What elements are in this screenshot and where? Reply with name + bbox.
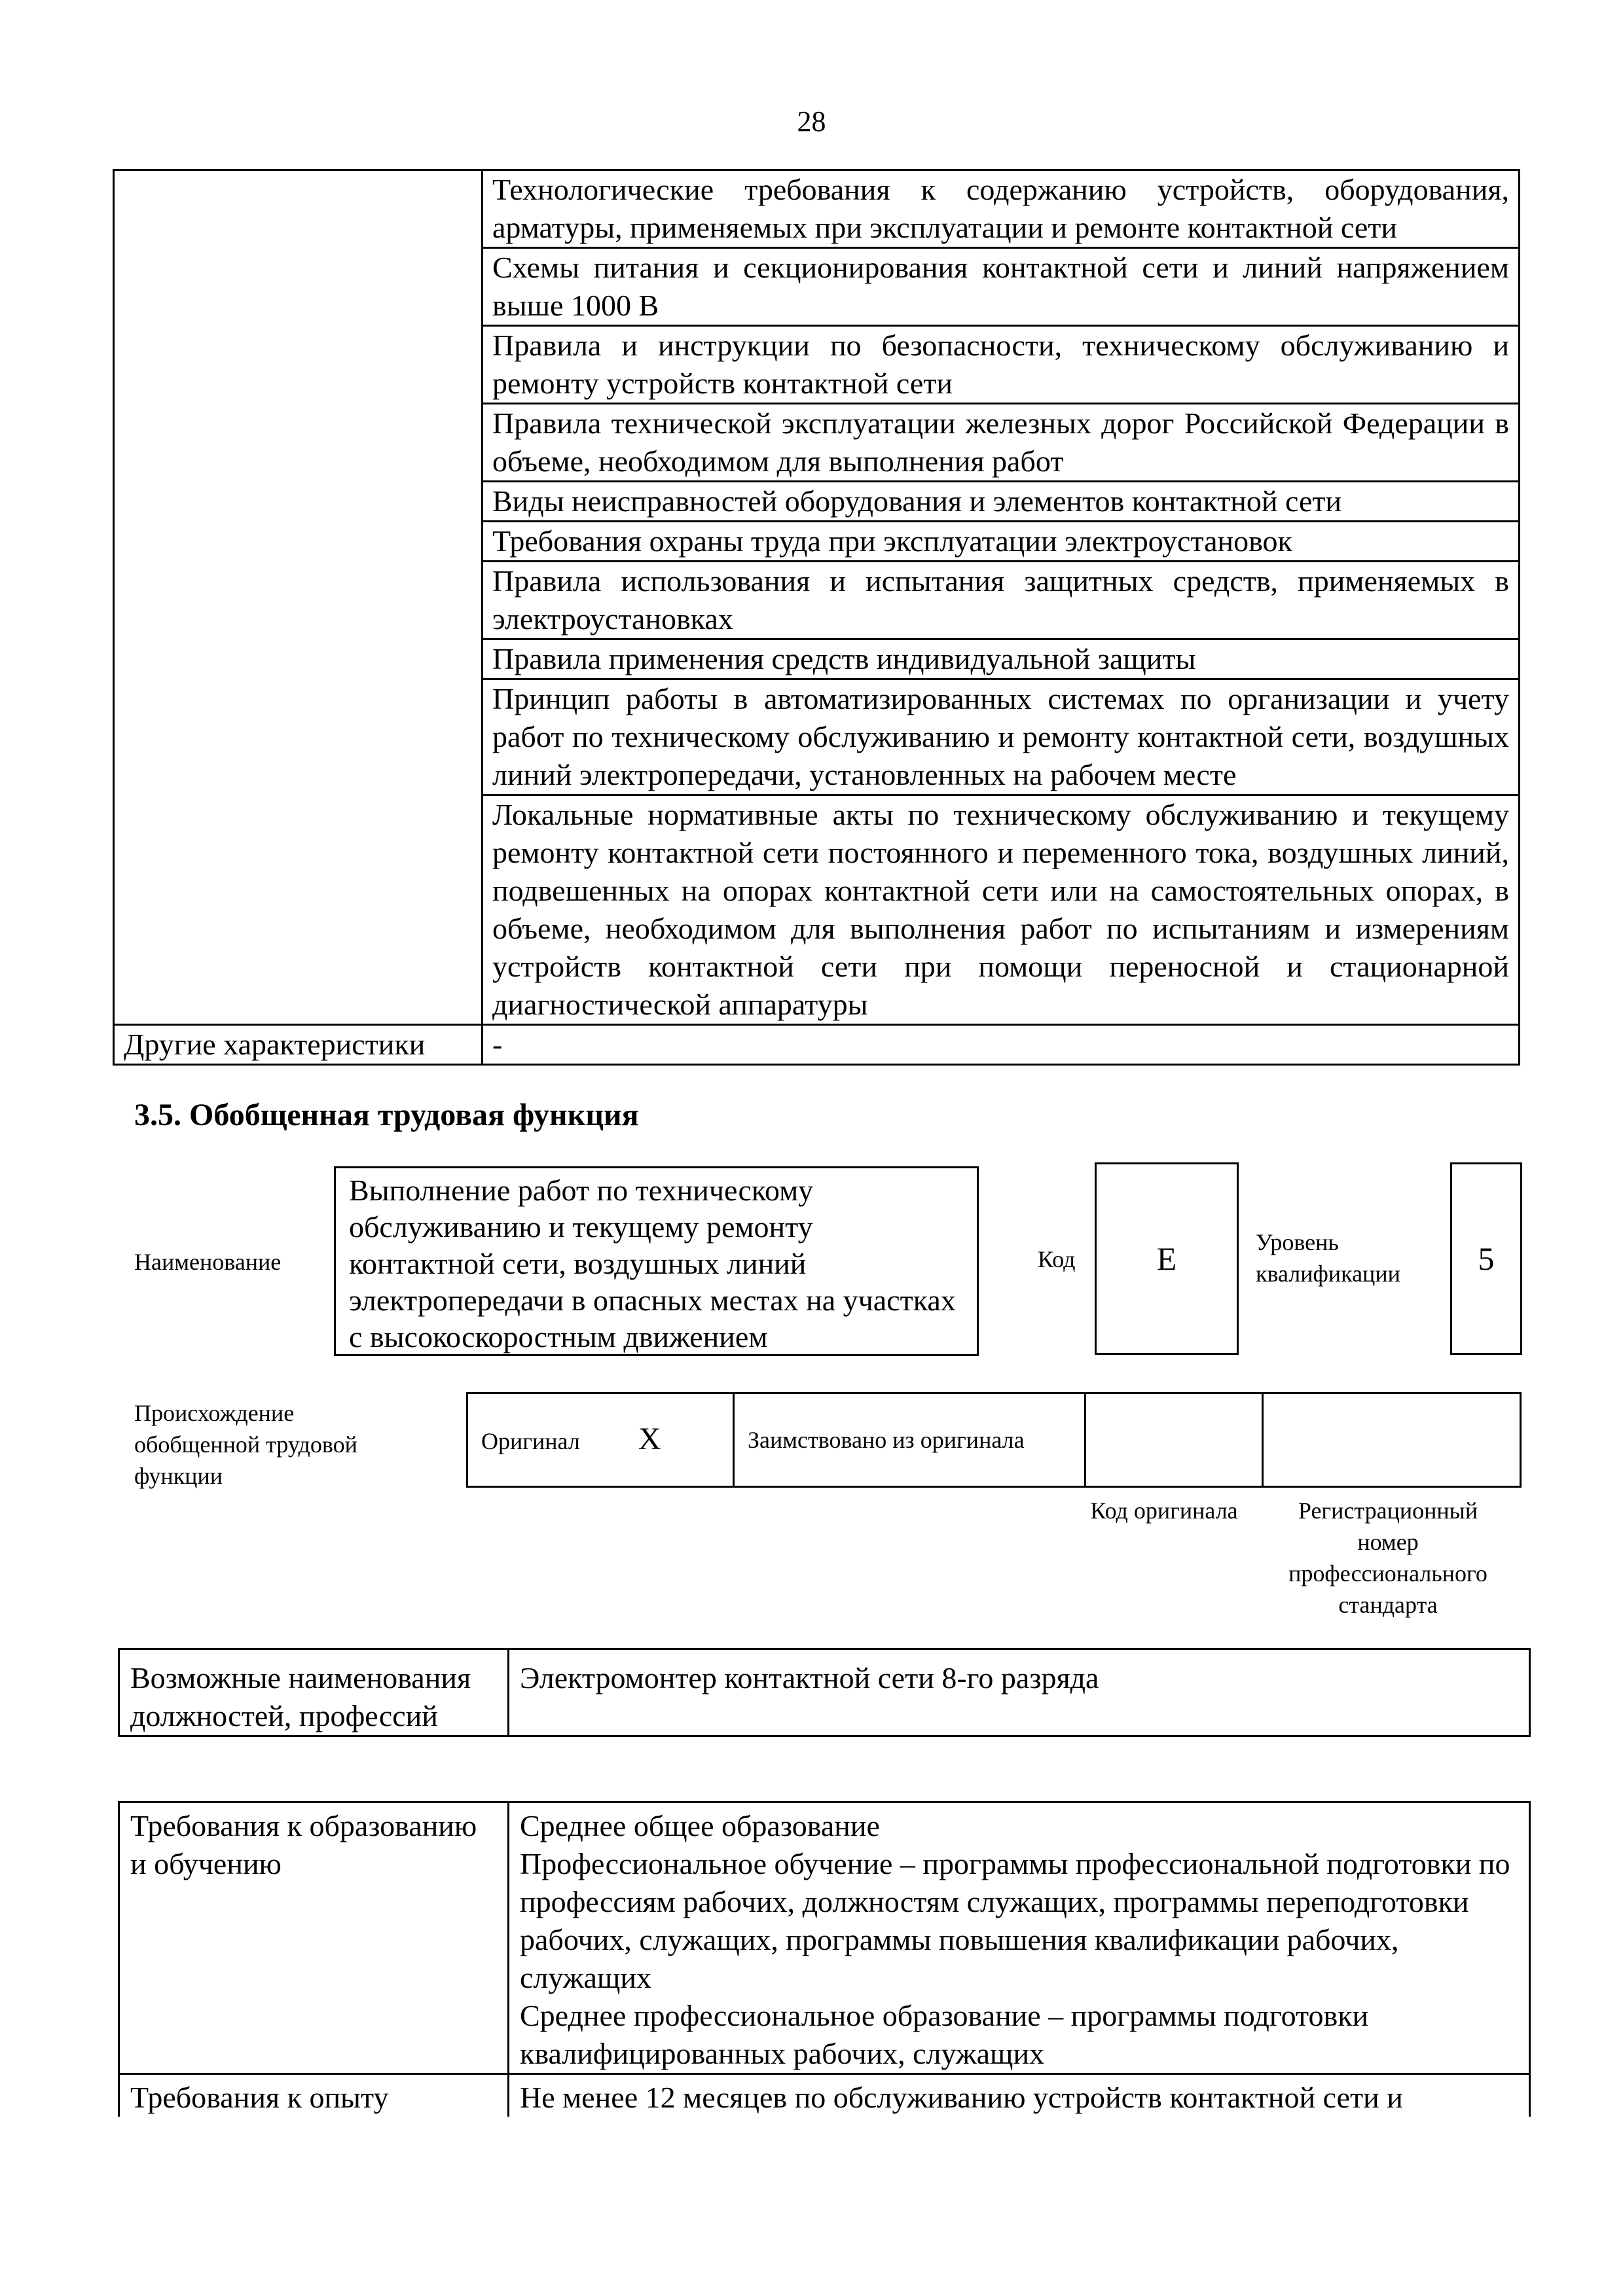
positions-table [118, 1648, 1531, 1737]
experience-label: Требования к опыту [119, 2074, 509, 2117]
table-row [467, 1393, 1521, 1487]
knowledge-item: Правила и инструкции по безопасности, техническому обслуживанию и ремонту устройств контактной сети [483, 326, 1520, 404]
original-code-cell [1085, 1393, 1263, 1487]
table-row [114, 170, 1520, 248]
knowledge-item: Правила технической эксплуатации железных дорог Российской Федерации в объеме, необходимом для выполнения работ [483, 404, 1520, 482]
code-caption: Код оригинала [1090, 1498, 1238, 1524]
education-line: Среднее общее образование [520, 1809, 880, 1842]
table-row [119, 2074, 1530, 2117]
section-title: 3.5. Обобщенная трудовая функция [134, 1098, 639, 1132]
origin-table [466, 1392, 1522, 1488]
knowledge-item: Схемы питания и секционирования контактной сети и линий напряжением выше 1000 В [483, 248, 1520, 326]
education-value [509, 1803, 1530, 2074]
positions-value: Электромонтер контактной сети 8-го разряда [509, 1649, 1530, 1736]
code-value-box: E [1095, 1162, 1239, 1355]
knowledge-item: Правила применения средств индивидуальной защиты [483, 639, 1520, 679]
knowledge-item: Технологические требования к содержанию устройств, оборудования, арматуры, применяемых при эксплуатации и ремонте контактной сети [483, 170, 1520, 248]
other-characteristics-label: Другие характеристики [114, 1025, 483, 1065]
knowledge-table [113, 169, 1520, 1066]
code-label: Код [1038, 1246, 1076, 1272]
origin-label: Происхождение обобщенной трудовой функции [134, 1400, 357, 1489]
registration-number-cell [1263, 1393, 1521, 1487]
table-row [119, 1803, 1530, 2074]
level-label: Уровень квалификации [1256, 1229, 1400, 1287]
level-value-box: 5 [1450, 1162, 1522, 1355]
knowledge-item: Требования охраны труда при эксплуатации электроустановок [483, 522, 1520, 562]
table-row [119, 1649, 1530, 1736]
knowledge-item: Принцип работы в автоматизированных системах по организации и учету работ по техническому обслуживанию и ремонту контактной сети, воздушных линий электропередачи, установленных на рабочем месте [483, 679, 1520, 795]
positions-label: Возможные наименования должностей, профессий [119, 1649, 509, 1736]
page-number: 28 [797, 105, 826, 137]
function-name-box: Выполнение работ по техническому обслуживанию и текущему ремонту контактной сети, воздушных линий электропередачи в опасных местах на участках с высокоскоростным движением [334, 1166, 979, 1356]
requirements-table [118, 1801, 1531, 2117]
table-row [114, 1025, 1520, 1065]
name-label: Наименование [134, 1249, 282, 1275]
original-mark: X [638, 1421, 661, 1456]
knowledge-item: Правила использования и испытания защитных средств, применяемых в электроустановках [483, 562, 1520, 639]
experience-value: Не менее 12 месяцев по обслуживанию устройств контактной сети и [509, 2074, 1530, 2117]
registration-caption: Регистрационный номер профессионального стандарта [1288, 1498, 1487, 1618]
other-characteristics-value: - [483, 1025, 1520, 1065]
knowledge-item: Виды неисправностей оборудования и элементов контактной сети [483, 482, 1520, 522]
education-label: Требования к образованию и обучению [119, 1803, 509, 2074]
knowledge-label-cell [114, 170, 483, 1025]
borrowed-cell: Заимствовано из оригинала [734, 1393, 1085, 1487]
education-line: Профессиональное обучение – программы профессиональной подготовки по профессиям рабочих, должностям служащих, программы переподготовки рабочих, служащих, программы повышения квалификации рабочих, служащих [520, 1847, 1510, 1994]
knowledge-item: Локальные нормативные акты по техническому обслуживанию и текущему ремонту контактной сети постоянного и переменного тока, воздушных линий, подвешенных на опорах контактной сети или на самостоятельных опорах, в объеме, необходимом для выполнения работ по испытаниям и измерениям устройств контактной сети при помощи переносной и стационарной диагностической аппаратуры [483, 795, 1520, 1025]
original-cell [467, 1393, 734, 1487]
original-label: Оригинал [481, 1427, 580, 1454]
education-line: Среднее профессиональное образование – программы подготовки квалифицированных рабочих, служащих [520, 1999, 1369, 2070]
